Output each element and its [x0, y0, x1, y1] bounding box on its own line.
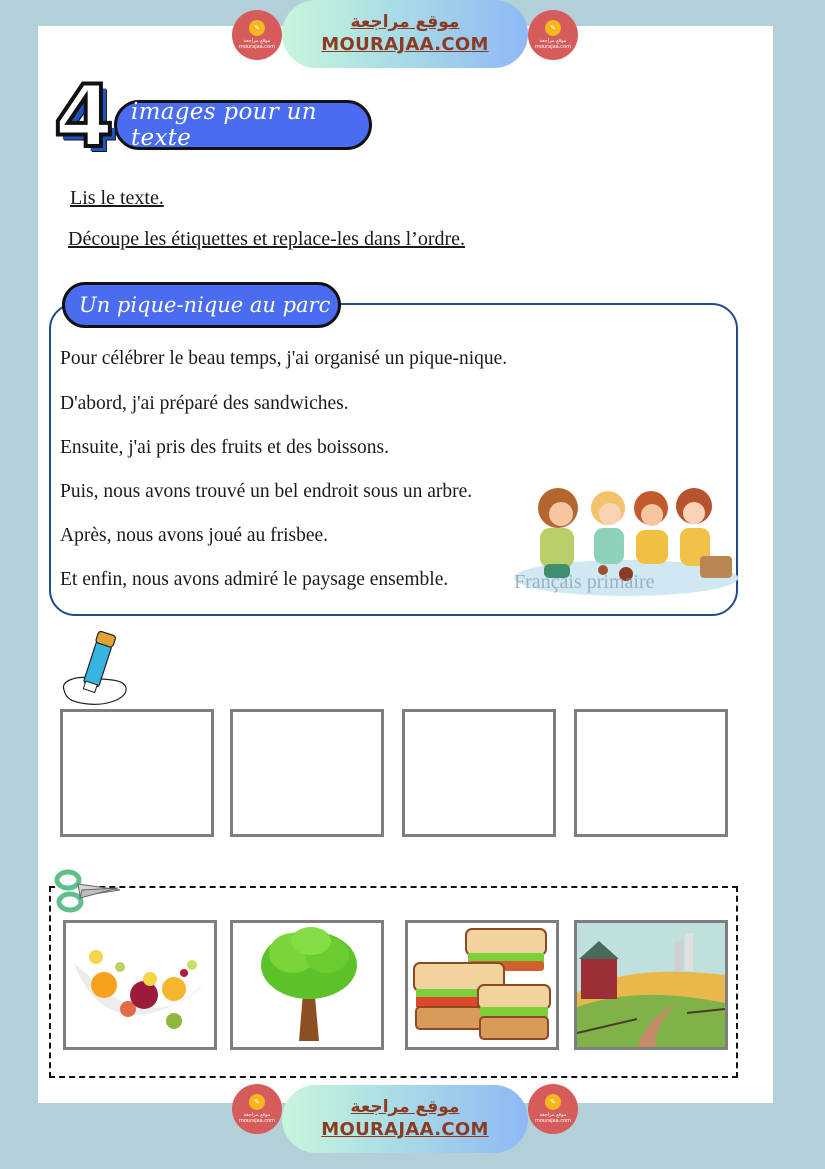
- book-icon: ✎: [249, 20, 265, 36]
- banner-site-link[interactable]: MOURAJAA.COM: [321, 34, 489, 55]
- story-line: Et enfin, nous avons admiré le paysage ensemble.: [60, 569, 449, 590]
- exercise-title-badge: [52, 67, 377, 167]
- logo-small-text: موقع مراجعة mourajaa.com: [534, 1112, 571, 1124]
- story-line: D'abord, j'ai préparé des sandwiches.: [60, 393, 349, 414]
- instruction-read: Lis le texte.: [70, 187, 164, 209]
- logo-small-text: موقع مراجعة mourajaa.com: [238, 38, 275, 50]
- svg-text:Français primaire: Français primaire: [514, 571, 655, 593]
- book-icon: ✎: [249, 1094, 265, 1110]
- card-sandwiches-image[interactable]: [405, 920, 559, 1050]
- story-title: Un pique-nique au parc: [62, 282, 341, 328]
- card-tree-image[interactable]: [230, 920, 384, 1050]
- story-line: Pour célébrer le beau temps, j'ai organisé un pique-nique.: [60, 348, 508, 369]
- exercise-number: 4: [54, 67, 114, 167]
- site-logo-right-bottom[interactable]: [528, 1084, 578, 1134]
- site-logo-right[interactable]: [528, 10, 578, 60]
- exercise-title: images pour un texte: [114, 100, 372, 150]
- book-icon: ✎: [545, 20, 561, 36]
- story-line: Puis, nous avons trouvé un bel endroit sous un arbre.: [60, 481, 473, 502]
- story-line: Ensuite, j'ai pris des fruits et des boissons.: [60, 437, 390, 458]
- card-fruits-splash-image[interactable]: [63, 920, 217, 1050]
- story-line: Après, nous avons joué au frisbee.: [60, 525, 329, 546]
- children-picnic-illustration: [508, 478, 738, 600]
- site-banner-top[interactable]: [282, 0, 528, 68]
- logo-small-text: موقع مراجعة mourajaa.com: [238, 1112, 275, 1124]
- banner-site-link[interactable]: MOURAJAA.COM: [321, 1119, 489, 1140]
- banner-arabic-text: موقع مراجعة: [350, 12, 460, 32]
- site-logo-left[interactable]: [232, 10, 282, 60]
- answer-slot-2[interactable]: [230, 709, 384, 837]
- banner-arabic-text: موقع مراجعة: [350, 1097, 460, 1117]
- answer-slot-3[interactable]: [402, 709, 556, 837]
- site-banner-bottom[interactable]: [282, 1085, 528, 1153]
- answer-slot-4[interactable]: [574, 709, 728, 837]
- scissors-icon: [52, 868, 122, 914]
- logo-small-text: موقع مراجعة mourajaa.com: [534, 38, 571, 50]
- card-countryside-landscape-image[interactable]: [574, 920, 728, 1050]
- instruction-cut: Découpe les étiquettes et replace-les dans l’ordre.: [68, 228, 466, 250]
- answer-slot-1[interactable]: [60, 709, 214, 837]
- glue-stick-icon: [58, 628, 130, 708]
- site-logo-left-bottom[interactable]: [232, 1084, 282, 1134]
- book-icon: ✎: [545, 1094, 561, 1110]
